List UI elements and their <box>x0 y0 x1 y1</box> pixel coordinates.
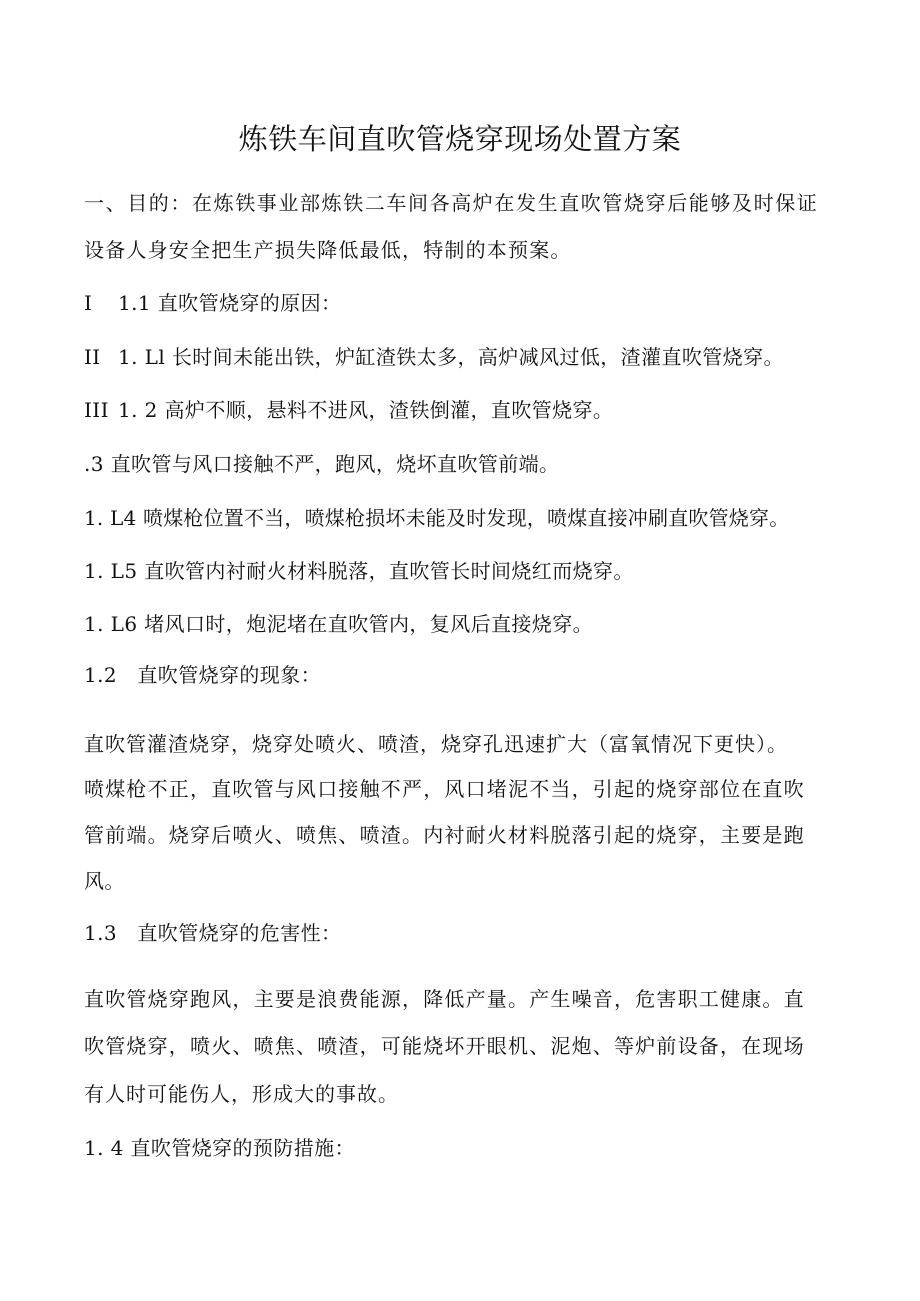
paragraph-line: 直吹管烧穿跑风，主要是浪费能源，降低产量。产生噪音，危害职工健康。直 <box>84 987 805 1011</box>
paragraph-line: 直吹管灌渣烧穿，烧穿处喷火、喷渣，烧穿孔迅速扩大（富氧情况下更快）。 <box>84 732 788 756</box>
cause-text: 1. L6 堵风口时，炮泥堵在直吹管内，复风后直接烧穿。 <box>84 612 594 636</box>
cause-line <box>84 450 559 478</box>
purpose-line-1: 一、目的：在炼铁事业部炼铁二车间各高炉在发生直吹管烧穿后能够及时保证 <box>84 191 819 215</box>
cause-text: 1. Ll 长时间未能出铁，炉缸渣铁太多，高炉减风过低，渣灌直吹管烧穿。 <box>118 345 784 369</box>
roman-marker: III <box>84 398 109 422</box>
cause-line <box>84 396 613 424</box>
paragraph-line: 风。 <box>84 869 125 893</box>
cause-line <box>84 610 593 638</box>
purpose-line-2: 设备人身安全把生产损失降低最低，特制的本预案。 <box>84 238 572 262</box>
paragraph-line: 管前端。烧穿后喷火、喷焦、喷渣。内衬耐火材料脱落引起的烧穿，主要是跑 <box>84 823 805 847</box>
section-1-1-heading <box>84 289 341 317</box>
section-1-3-heading: 1.3 直吹管烧穿的危害性： <box>84 921 342 945</box>
roman-marker: I <box>84 291 93 315</box>
cause-text: .3 直吹管与风口接触不严，跑风，烧坏直吹管前端。 <box>84 452 560 476</box>
section-1-2-heading: 1.2 直吹管烧穿的现象： <box>84 663 322 687</box>
cause-text: 1. 2 高炉不顺，悬料不进风，渣铁倒灌，直吹管烧穿。 <box>118 398 614 422</box>
paragraph-line: 吹管烧穿，喷火、喷焦、喷渣，可能烧坏开眼机、泥炮、等炉前设备，在现场 <box>84 1034 805 1058</box>
cause-text: 1. L5 直吹管内衬耐火材料脱落，直吹管长时间烧红而烧穿。 <box>84 559 634 583</box>
cause-line <box>84 504 789 532</box>
section-1-4-heading: 1. 4 直吹管烧穿的预防措施： <box>84 1136 355 1160</box>
document-title: 炼铁车间直吹管烧穿现场处置方案 <box>238 122 682 156</box>
section-1-1-text: 1.1 直吹管烧穿的原因： <box>118 291 342 315</box>
cause-line <box>84 557 634 585</box>
cause-line <box>84 343 784 371</box>
roman-marker: II <box>84 345 101 369</box>
cause-text: 1. L4 喷煤枪位置不当，喷煤枪损坏未能及时发现，喷煤直接冲刷直吹管烧穿。 <box>84 506 790 530</box>
paragraph-line: 有人时可能伤人，形成大的事故。 <box>84 1082 399 1106</box>
paragraph-line: 喷煤枪不正，直吹管与风口接触不严，风口堵泥不当，引起的烧穿部位在直吹 <box>84 777 805 801</box>
